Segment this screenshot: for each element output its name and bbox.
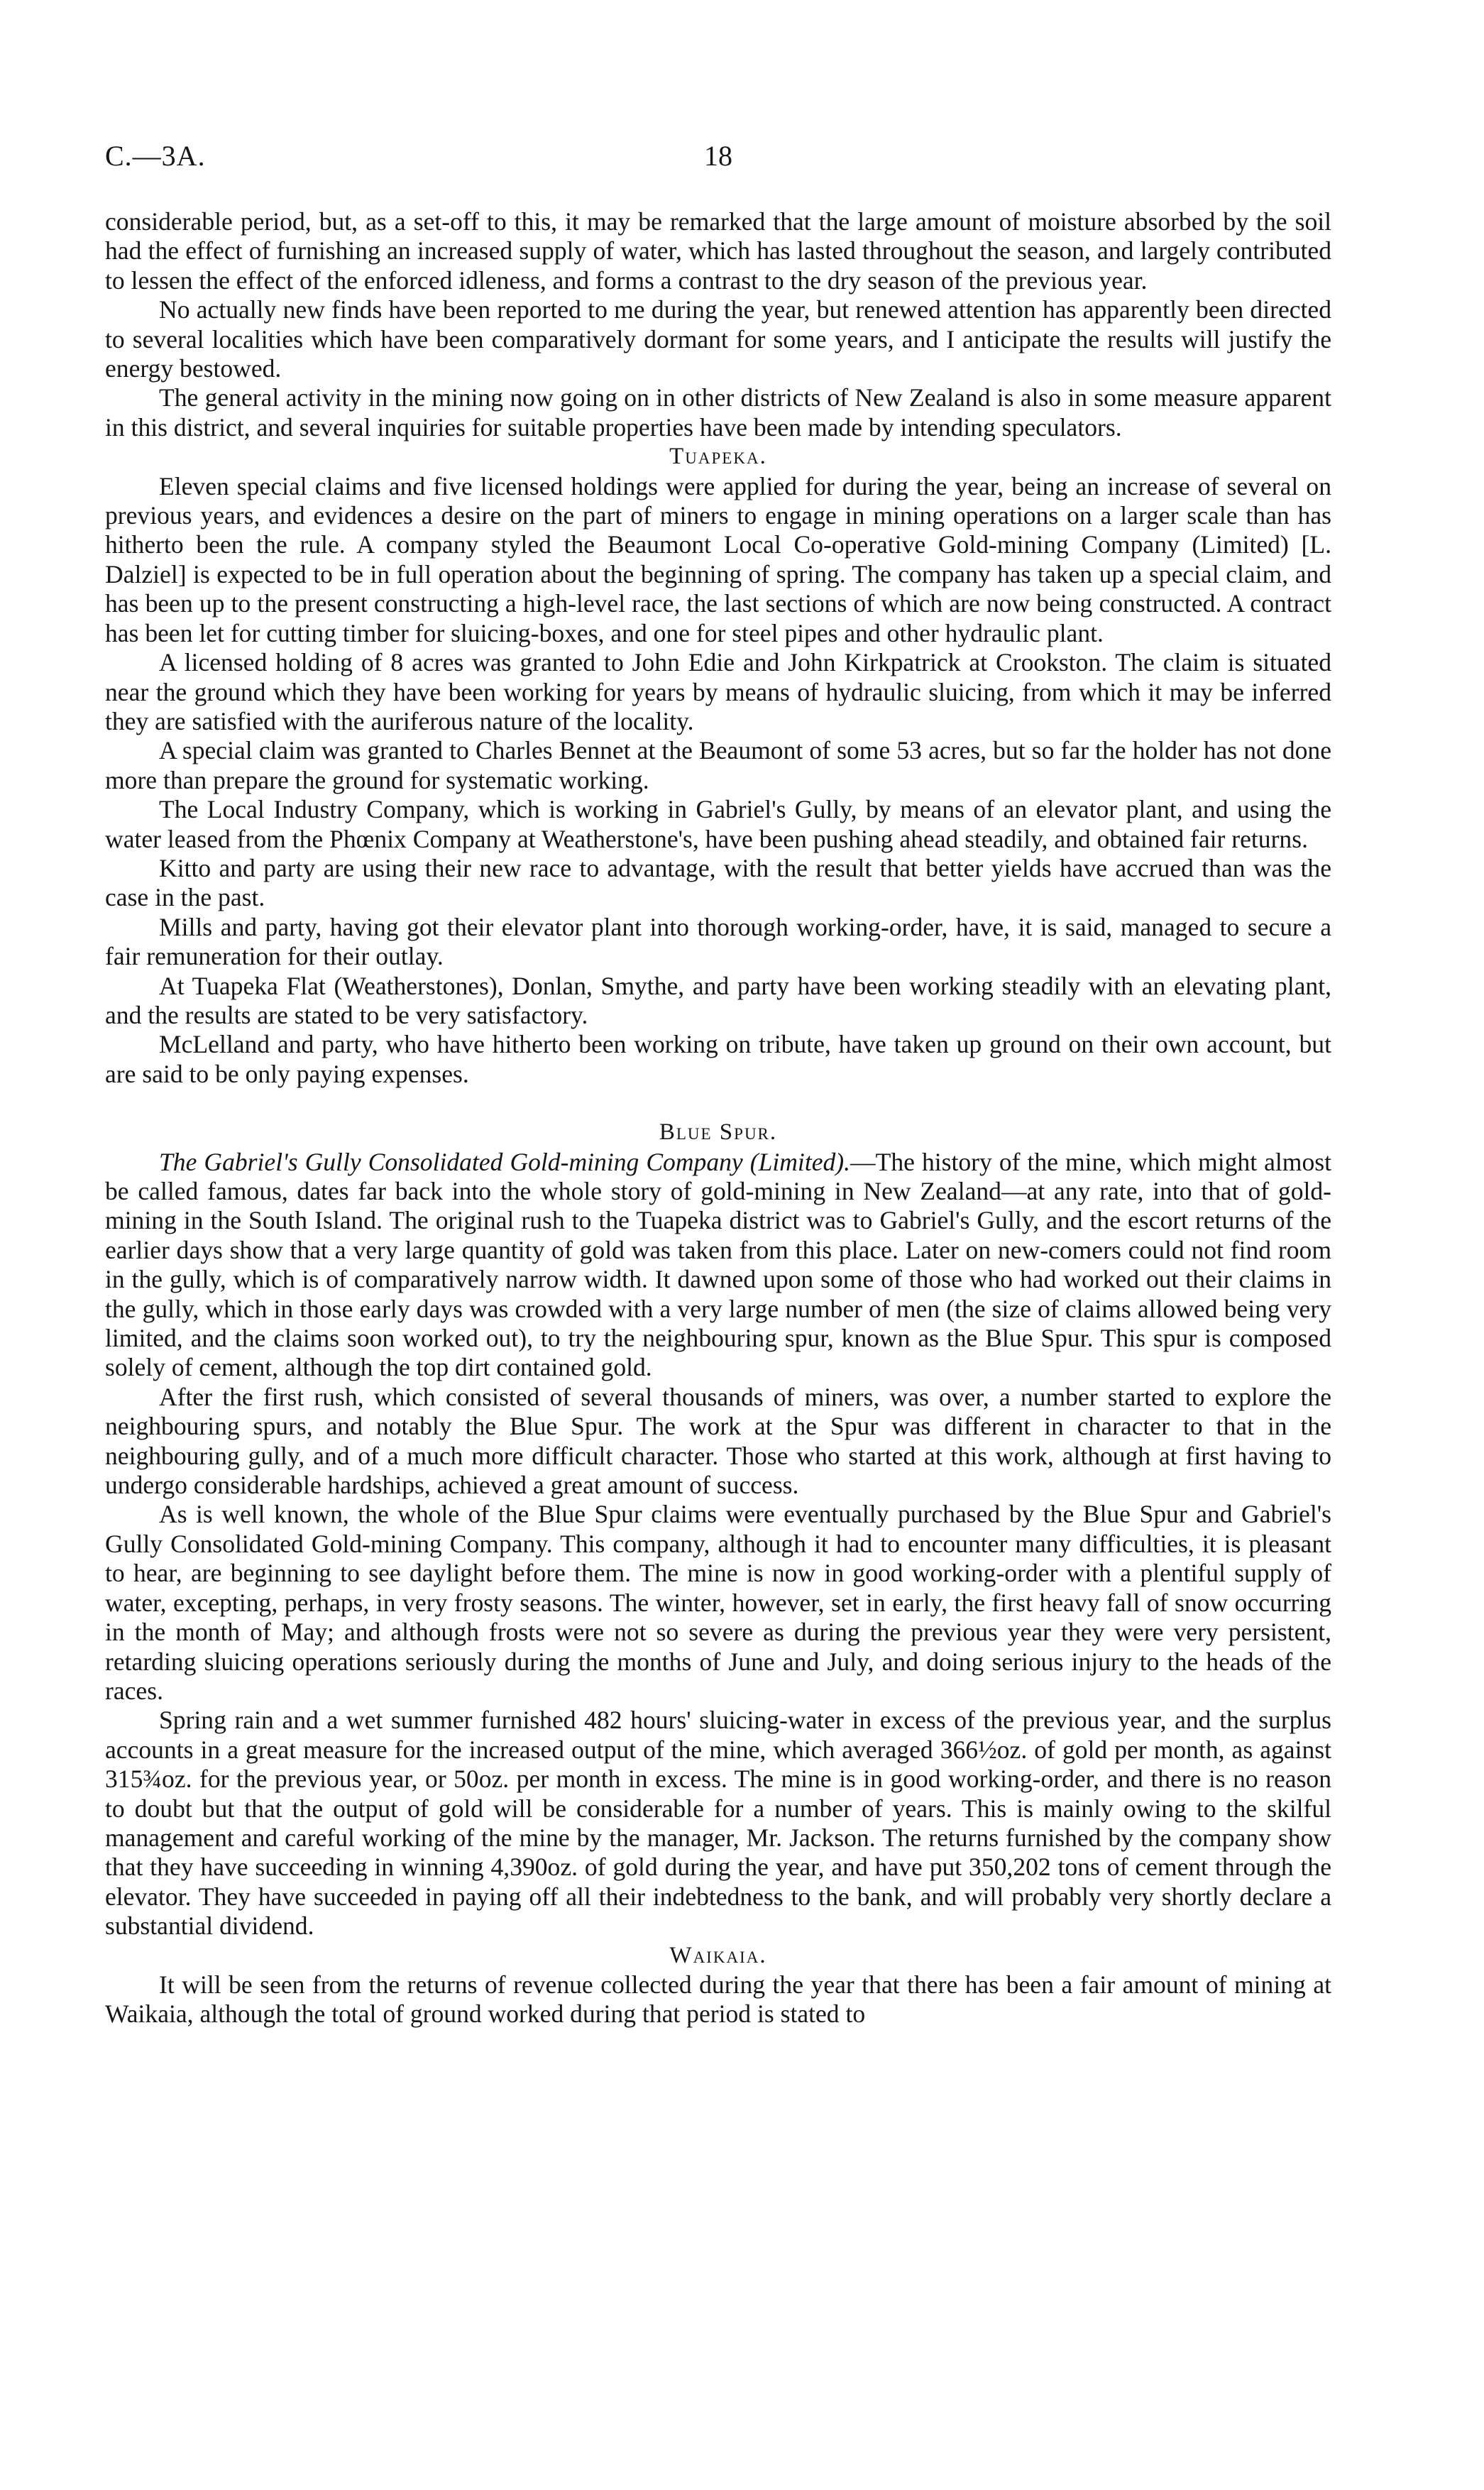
blue-spur-paragraph: As is well known, the whole of the Blue Spur claims were eventually purchased by the Blue Spur and Gabriel's Gully Consolidated Gold-mining Company. This company, although it had to encounter many difficulties, it is pleasant to hear, are beginning to see daylight before them. The mine is now in good working-order with a plentiful supply of water, excepting, perhaps, in very frosty seasons. The winter, however, set in early, the first heavy fall of snow occurring in the month of May; and although frosts were not so severe as during the previous year they were very persistent, retarding sluicing operations seriously during the months of June and July, and doing serious injury to the heads of the races. — [105, 1500, 1331, 1705]
tuapeka-paragraph: At Tuapeka Flat (Weatherstones), Donlan, Smythe, and party have been working steadily with an elevating plant, and the results are stated to be very satisfactory. — [105, 971, 1331, 1029]
waikaia-paragraph: It will be seen from the returns of revenue collected during the year that there has been a fair amount of mining at Waikaia, although the total of ground worked during that period is stated to — [105, 1970, 1331, 2029]
intro-paragraph: considerable period, but, as a set-off to this, it may be remarked that the large amount of moisture absorbed by the soil had the effect of furnishing an increased supply of water, which has lasted throughout the season, and largely contributed to lessen the effect of the enforced idleness, and forms a contrast to the dry season of the previous year. — [105, 207, 1331, 295]
tuapeka-paragraph: Kitto and party are using their new race to advantage, with the result that better yields have accrued than was the case in the past. — [105, 853, 1331, 912]
section-heading-tuapeka: Tuapeka. — [669, 444, 767, 470]
tuapeka-paragraph: A licensed holding of 8 acres was granted to John Edie and John Kirkpatrick at Crookston. The claim is situated near the ground which they have been working for years by means of hydraulic sluicing, from which it may be inferred they are satisfied with the auriferous nature of the locality. — [105, 648, 1331, 735]
tuapeka-paragraph: Mills and party, having got their elevator plant into thorough working-order, have, it is said, managed to secure a fair remuneration for their outlay. — [105, 912, 1331, 971]
company-name: The Gabriel's Gully Consolidated Gold-mining Company (Limited). — [159, 1147, 851, 1176]
blue-spur-paragraph: After the first rush, which consisted of several thousands of miners, was over, a number started to explore the neighbouring spurs, and notably the Blue Spur. The work at the Spur was different in character to that in the neighbouring gully, and of a much more difficult character. Those who started at this work, although at first having to undergo considerable hardships, achieved a great amount of success. — [105, 1382, 1331, 1500]
tuapeka-paragraph: Eleven special claims and five licensed holdings were applied for during the year, being an increase of several on previous years, and evidences a desire on the part of miners to engage in mining operations on a larger scale than has hitherto been the rule. A company styled the Beaumont Local Co-operative Gold-mining Company (Limited) [L. Dalziel] is expected to be in full operation about the beginning of spring. The company has taken up a special claim, and has been up to the present constructing a high-level race, the last sections of which are now being constructed. A contract has been let for cutting timber for sluicing-boxes, and one for steel pipes and other hydraulic plant. — [105, 471, 1331, 647]
section-heading-blue-spur: Blue Spur. — [659, 1119, 778, 1146]
blue-spur-history-text: —The history of the mine, which might almost be called famous, dates far back into the whole story of gold-mining in New Zealand—at any rate, into that of gold-mining in the South Island. The original rush to the Tuapeka district was to Gabriel's Gully, and the escort returns of the earlier days show that a very large quantity of gold was taken from this place. Later on new-comers could not find room in the gully, which is of comparatively narrow width. It dawned upon some of those who had worked out their claims in the gully, which in those early days was crowded with a very large number of men (the size of claims allowed being very limited, and the claims soon worked out), to try the neighbouring spur, known as the Blue Spur. This spur is composed solely of cement, although the top dirt contained gold. — [105, 1147, 1331, 1382]
tuapeka-paragraph: A special claim was granted to Charles Bennet at the Beaumont of some 53 acres, but so far the holder has not done more than prepare the ground for systematic working. — [105, 736, 1331, 794]
tuapeka-paragraph: The Local Industry Company, which is working in Gabriel's Gully, by means of an elevator plant, and using the water leased from the Phœnix Company at Weatherstone's, have been pushing ahead steadily, and obtained fair returns. — [105, 795, 1331, 853]
blue-spur-paragraph — [105, 1148, 1331, 1383]
tuapeka-paragraph: McLelland and party, who have hitherto been working on tribute, have taken up ground on their own account, but are said to be only paying expenses. — [105, 1030, 1331, 1088]
document-reference: C.—3A. — [105, 140, 206, 172]
section-heading-waikaia: Waikaia. — [669, 1942, 767, 1968]
page-header — [0, 139, 1484, 182]
page-number: 18 — [704, 140, 732, 172]
intro-paragraph: No actually new finds have been reported to me during the year, but renewed attention has apparently been directed to several localities which have been comparatively dormant for some years, and I anticipate the results will justify the energy bestowed. — [105, 295, 1331, 383]
intro-paragraph: The general activity in the mining now going on in other districts of New Zealand is also in some measure apparent in this district, and several inquiries for suitable properties have been made by intending speculators. — [105, 383, 1331, 441]
blue-spur-paragraph: Spring rain and a wet summer furnished 482 hours' sluicing-water in excess of the previous year, and the surplus accounts in a great measure for the increased output of the mine, which averaged 366½oz. of gold per month, as against 315¾oz. for the previous year, or 50oz. per month in excess. The mine is in good working-order, and there is no reason to doubt but that the output of gold will be considerable for a number of years. This is mainly owing to the skilful management and careful working of the mine by the manager, Mr. Jackson. The returns furnished by the company show that they have succeeding in winning 4,390oz. of gold during the year, and have put 350,202 tons of cement through the elevator. They have succeeded in paying off all their indebtedness to the bank, and will probably very shortly declare a substantial dividend. — [105, 1706, 1331, 1941]
document-body — [105, 207, 1331, 2029]
